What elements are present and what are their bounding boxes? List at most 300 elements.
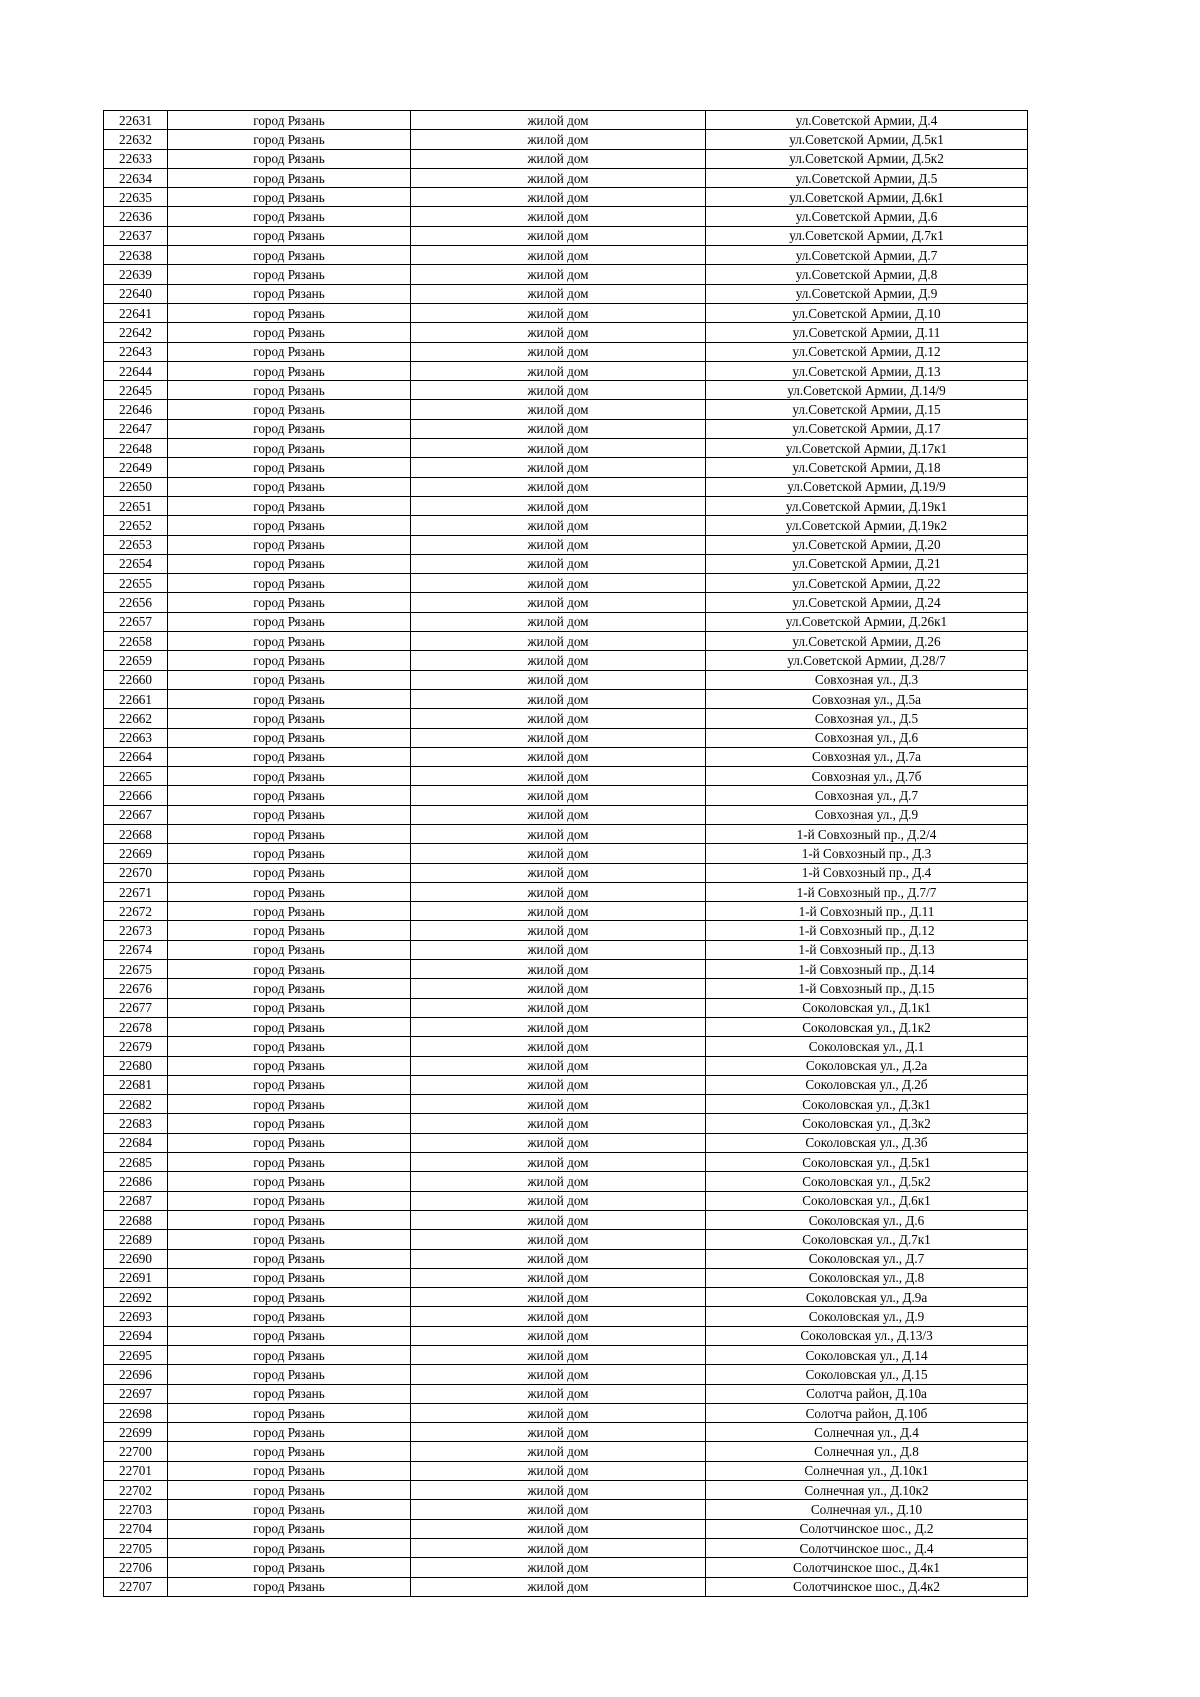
address-cell: ул.Советской Армии, Д.24: [706, 593, 1028, 612]
row-number-cell: 22673: [104, 921, 168, 940]
table-row: [104, 400, 1028, 419]
city-cell: город Рязань: [168, 1442, 411, 1461]
city-cell: город Рязань: [168, 786, 411, 805]
address-cell: Солотчинское шос., Д.4к1: [706, 1558, 1028, 1577]
city-cell: город Рязань: [168, 1346, 411, 1365]
city-cell: город Рязань: [168, 863, 411, 882]
table-row: [104, 1365, 1028, 1384]
row-number-cell: 22705: [104, 1538, 168, 1557]
building-type-cell: жилой дом: [411, 1558, 706, 1577]
city-cell: город Рязань: [168, 149, 411, 168]
building-type-cell: жилой дом: [411, 265, 706, 284]
address-cell: 1-й Совхозный пр., Д.3: [706, 844, 1028, 863]
table-row: [104, 612, 1028, 631]
city-cell: город Рязань: [168, 1481, 411, 1500]
building-type-cell: жилой дом: [411, 1365, 706, 1384]
row-number-cell: 22691: [104, 1268, 168, 1287]
table-row: [104, 419, 1028, 438]
housing-registry-table: [103, 110, 1028, 1597]
city-cell: город Рязань: [168, 1461, 411, 1480]
table-row: [104, 1403, 1028, 1422]
table-row: [104, 342, 1028, 361]
row-number-cell: 22655: [104, 574, 168, 593]
address-cell: ул.Советской Армии, Д.5: [706, 168, 1028, 187]
address-cell: Соколовская ул., Д.6: [706, 1210, 1028, 1229]
address-cell: ул.Советской Армии, Д.28/7: [706, 651, 1028, 670]
table-row: [104, 1326, 1028, 1345]
city-cell: город Рязань: [168, 361, 411, 380]
row-number-cell: 22688: [104, 1210, 168, 1229]
table-row: [104, 998, 1028, 1017]
table-row: [104, 709, 1028, 728]
table-row: [104, 1075, 1028, 1094]
building-type-cell: жилой дом: [411, 381, 706, 400]
table-row: [104, 1558, 1028, 1577]
row-number-cell: 22636: [104, 207, 168, 226]
city-cell: город Рязань: [168, 1210, 411, 1229]
row-number-cell: 22657: [104, 612, 168, 631]
table-row: [104, 1037, 1028, 1056]
city-cell: город Рязань: [168, 554, 411, 573]
row-number-cell: 22670: [104, 863, 168, 882]
address-cell: Соколовская ул., Д.7: [706, 1249, 1028, 1268]
building-type-cell: жилой дом: [411, 805, 706, 824]
building-type-cell: жилой дом: [411, 1519, 706, 1538]
city-cell: город Рязань: [168, 1037, 411, 1056]
table-row: [104, 149, 1028, 168]
building-type-cell: жилой дом: [411, 1056, 706, 1075]
building-type-cell: жилой дом: [411, 574, 706, 593]
city-cell: город Рязань: [168, 1500, 411, 1519]
city-cell: город Рязань: [168, 1288, 411, 1307]
table-row: [104, 1095, 1028, 1114]
city-cell: город Рязань: [168, 439, 411, 458]
address-cell: Соколовская ул., Д.3к1: [706, 1095, 1028, 1114]
table-row: [104, 188, 1028, 207]
address-cell: ул.Советской Армии, Д.18: [706, 458, 1028, 477]
row-number-cell: 22697: [104, 1384, 168, 1403]
table-row: [104, 902, 1028, 921]
city-cell: город Рязань: [168, 902, 411, 921]
address-cell: ул.Советской Армии, Д.12: [706, 342, 1028, 361]
row-number-cell: 22702: [104, 1481, 168, 1500]
building-type-cell: жилой дом: [411, 1307, 706, 1326]
city-cell: город Рязань: [168, 882, 411, 901]
row-number-cell: 22668: [104, 824, 168, 843]
row-number-cell: 22684: [104, 1133, 168, 1152]
table-row: [104, 960, 1028, 979]
row-number-cell: 22632: [104, 130, 168, 149]
address-cell: ул.Советской Армии, Д.5к1: [706, 130, 1028, 149]
building-type-cell: жилой дом: [411, 960, 706, 979]
table-row: [104, 168, 1028, 187]
city-cell: город Рязань: [168, 612, 411, 631]
building-type-cell: жилой дом: [411, 1461, 706, 1480]
address-cell: 1-й Совхозный пр., Д.13: [706, 940, 1028, 959]
city-cell: город Рязань: [168, 1384, 411, 1403]
table-row: [104, 632, 1028, 651]
address-cell: Солотча район, Д.10а: [706, 1384, 1028, 1403]
address-cell: ул.Советской Армии, Д.17: [706, 419, 1028, 438]
row-number-cell: 22643: [104, 342, 168, 361]
building-type-cell: жилой дом: [411, 1384, 706, 1403]
address-cell: Солнечная ул., Д.4: [706, 1423, 1028, 1442]
address-cell: 1-й Совхозный пр., Д.7/7: [706, 882, 1028, 901]
city-cell: город Рязань: [168, 265, 411, 284]
city-cell: город Рязань: [168, 1365, 411, 1384]
city-cell: город Рязань: [168, 940, 411, 959]
building-type-cell: жилой дом: [411, 1403, 706, 1422]
city-cell: город Рязань: [168, 303, 411, 322]
row-number-cell: 22699: [104, 1423, 168, 1442]
row-number-cell: 22644: [104, 361, 168, 380]
table-row: [104, 593, 1028, 612]
table-row: [104, 246, 1028, 265]
table-row: [104, 361, 1028, 380]
city-cell: город Рязань: [168, 1423, 411, 1442]
city-cell: город Рязань: [168, 207, 411, 226]
table-row: [104, 1191, 1028, 1210]
table-row: [104, 535, 1028, 554]
row-number-cell: 22648: [104, 439, 168, 458]
city-cell: город Рязань: [168, 381, 411, 400]
table-row: [104, 1230, 1028, 1249]
table-row: [104, 940, 1028, 959]
address-cell: ул.Советской Армии, Д.11: [706, 323, 1028, 342]
building-type-cell: жилой дом: [411, 1442, 706, 1461]
table-row: [104, 1056, 1028, 1075]
address-cell: Солотчинское шос., Д.4к2: [706, 1577, 1028, 1596]
row-number-cell: 22645: [104, 381, 168, 400]
building-type-cell: жилой дом: [411, 844, 706, 863]
building-type-cell: жилой дом: [411, 535, 706, 554]
city-cell: город Рязань: [168, 1577, 411, 1596]
building-type-cell: жилой дом: [411, 226, 706, 245]
table-row: [104, 1288, 1028, 1307]
address-cell: 1-й Совхозный пр., Д.12: [706, 921, 1028, 940]
city-cell: город Рязань: [168, 111, 411, 130]
city-cell: город Рязань: [168, 728, 411, 747]
table-row: [104, 1538, 1028, 1557]
table-row: [104, 1268, 1028, 1287]
row-number-cell: 22694: [104, 1326, 168, 1345]
city-cell: город Рязань: [168, 188, 411, 207]
building-type-cell: жилой дом: [411, 168, 706, 187]
address-cell: Солотча район, Д.10б: [706, 1403, 1028, 1422]
address-cell: Солнечная ул., Д.10к1: [706, 1461, 1028, 1480]
building-type-cell: жилой дом: [411, 651, 706, 670]
address-cell: ул.Советской Армии, Д.6: [706, 207, 1028, 226]
address-cell: Соколовская ул., Д.5к1: [706, 1153, 1028, 1172]
city-cell: город Рязань: [168, 246, 411, 265]
address-cell: Совхозная ул., Д.7: [706, 786, 1028, 805]
building-type-cell: жилой дом: [411, 1210, 706, 1229]
city-cell: город Рязань: [168, 824, 411, 843]
city-cell: город Рязань: [168, 747, 411, 766]
table-row: [104, 651, 1028, 670]
address-cell: Соколовская ул., Д.8: [706, 1268, 1028, 1287]
row-number-cell: 22646: [104, 400, 168, 419]
building-type-cell: жилой дом: [411, 342, 706, 361]
table-row: [104, 1577, 1028, 1596]
building-type-cell: жилой дом: [411, 400, 706, 419]
row-number-cell: 22667: [104, 805, 168, 824]
building-type-cell: жилой дом: [411, 207, 706, 226]
row-number-cell: 22675: [104, 960, 168, 979]
table-row: [104, 747, 1028, 766]
row-number-cell: 22706: [104, 1558, 168, 1577]
address-cell: ул.Советской Армии, Д.13: [706, 361, 1028, 380]
building-type-cell: жилой дом: [411, 786, 706, 805]
building-type-cell: жилой дом: [411, 458, 706, 477]
row-number-cell: 22638: [104, 246, 168, 265]
city-cell: город Рязань: [168, 670, 411, 689]
table-row: [104, 1307, 1028, 1326]
city-cell: город Рязань: [168, 1153, 411, 1172]
city-cell: город Рязань: [168, 1056, 411, 1075]
table-row: [104, 381, 1028, 400]
address-cell: ул.Советской Армии, Д.10: [706, 303, 1028, 322]
building-type-cell: жилой дом: [411, 1326, 706, 1345]
building-type-cell: жилой дом: [411, 921, 706, 940]
address-cell: Солнечная ул., Д.8: [706, 1442, 1028, 1461]
table-row: [104, 1500, 1028, 1519]
address-cell: ул.Советской Армии, Д.9: [706, 284, 1028, 303]
address-cell: ул.Советской Армии, Д.22: [706, 574, 1028, 593]
row-number-cell: 22686: [104, 1172, 168, 1191]
row-number-cell: 22672: [104, 902, 168, 921]
city-cell: город Рязань: [168, 960, 411, 979]
address-cell: 1-й Совхозный пр., Д.14: [706, 960, 1028, 979]
table-row: [104, 1249, 1028, 1268]
row-number-cell: 22635: [104, 188, 168, 207]
city-cell: город Рязань: [168, 477, 411, 496]
building-type-cell: жилой дом: [411, 1172, 706, 1191]
row-number-cell: 22663: [104, 728, 168, 747]
city-cell: город Рязань: [168, 419, 411, 438]
row-number-cell: 22693: [104, 1307, 168, 1326]
row-number-cell: 22683: [104, 1114, 168, 1133]
row-number-cell: 22682: [104, 1095, 168, 1114]
building-type-cell: жилой дом: [411, 1017, 706, 1036]
building-type-cell: жилой дом: [411, 979, 706, 998]
table-row: [104, 1442, 1028, 1461]
row-number-cell: 22652: [104, 516, 168, 535]
row-number-cell: 22676: [104, 979, 168, 998]
city-cell: город Рязань: [168, 998, 411, 1017]
address-cell: Совхозная ул., Д.6: [706, 728, 1028, 747]
building-type-cell: жилой дом: [411, 1075, 706, 1094]
table-row: [104, 1423, 1028, 1442]
row-number-cell: 22662: [104, 709, 168, 728]
table-row: [104, 805, 1028, 824]
building-type-cell: жилой дом: [411, 303, 706, 322]
table-row: [104, 786, 1028, 805]
address-cell: ул.Советской Армии, Д.7: [706, 246, 1028, 265]
address-cell: ул.Советской Армии, Д.8: [706, 265, 1028, 284]
address-cell: Солотчинское шос., Д.2: [706, 1519, 1028, 1538]
building-type-cell: жилой дом: [411, 882, 706, 901]
city-cell: город Рязань: [168, 516, 411, 535]
address-cell: Соколовская ул., Д.2а: [706, 1056, 1028, 1075]
table-row: [104, 458, 1028, 477]
city-cell: город Рязань: [168, 1172, 411, 1191]
row-number-cell: 22665: [104, 767, 168, 786]
building-type-cell: жилой дом: [411, 246, 706, 265]
address-cell: Соколовская ул., Д.15: [706, 1365, 1028, 1384]
city-cell: город Рязань: [168, 1075, 411, 1094]
row-number-cell: 22678: [104, 1017, 168, 1036]
building-type-cell: жилой дом: [411, 496, 706, 515]
building-type-cell: жилой дом: [411, 728, 706, 747]
row-number-cell: 22689: [104, 1230, 168, 1249]
building-type-cell: жилой дом: [411, 767, 706, 786]
city-cell: город Рязань: [168, 1326, 411, 1345]
address-cell: Совхозная ул., Д.9: [706, 805, 1028, 824]
row-number-cell: 22642: [104, 323, 168, 342]
table-row: [104, 130, 1028, 149]
address-cell: ул.Советской Армии, Д.5к2: [706, 149, 1028, 168]
building-type-cell: жилой дом: [411, 1577, 706, 1596]
building-type-cell: жилой дом: [411, 284, 706, 303]
building-type-cell: жилой дом: [411, 111, 706, 130]
row-number-cell: 22654: [104, 554, 168, 573]
building-type-cell: жилой дом: [411, 516, 706, 535]
table-row: [104, 921, 1028, 940]
address-cell: Соколовская ул., Д.13/3: [706, 1326, 1028, 1345]
building-type-cell: жилой дом: [411, 1500, 706, 1519]
row-number-cell: 22653: [104, 535, 168, 554]
row-number-cell: 22661: [104, 689, 168, 708]
building-type-cell: жилой дом: [411, 361, 706, 380]
registry-table-body: [104, 111, 1028, 1597]
table-row: [104, 1461, 1028, 1480]
city-cell: город Рязань: [168, 284, 411, 303]
table-row: [104, 1133, 1028, 1152]
row-number-cell: 22707: [104, 1577, 168, 1596]
address-cell: ул.Советской Армии, Д.17к1: [706, 439, 1028, 458]
table-row: [104, 863, 1028, 882]
address-cell: Соколовская ул., Д.2б: [706, 1075, 1028, 1094]
table-row: [104, 979, 1028, 998]
table-row: [104, 284, 1028, 303]
city-cell: город Рязань: [168, 400, 411, 419]
address-cell: 1-й Совхозный пр., Д.4: [706, 863, 1028, 882]
row-number-cell: 22669: [104, 844, 168, 863]
address-cell: Совхозная ул., Д.7а: [706, 747, 1028, 766]
row-number-cell: 22639: [104, 265, 168, 284]
table-row: [104, 1114, 1028, 1133]
table-row: [104, 824, 1028, 843]
address-cell: Соколовская ул., Д.3к2: [706, 1114, 1028, 1133]
city-cell: город Рязань: [168, 1114, 411, 1133]
row-number-cell: 22695: [104, 1346, 168, 1365]
building-type-cell: жилой дом: [411, 612, 706, 631]
table-row: [104, 477, 1028, 496]
building-type-cell: жилой дом: [411, 902, 706, 921]
building-type-cell: жилой дом: [411, 1481, 706, 1500]
city-cell: город Рязань: [168, 130, 411, 149]
address-cell: Соколовская ул., Д.1к2: [706, 1017, 1028, 1036]
row-number-cell: 22701: [104, 1461, 168, 1480]
row-number-cell: 22666: [104, 786, 168, 805]
row-number-cell: 22674: [104, 940, 168, 959]
building-type-cell: жилой дом: [411, 824, 706, 843]
city-cell: город Рязань: [168, 1519, 411, 1538]
row-number-cell: 22680: [104, 1056, 168, 1075]
table-row: [104, 1346, 1028, 1365]
table-row: [104, 1384, 1028, 1403]
city-cell: город Рязань: [168, 323, 411, 342]
row-number-cell: 22677: [104, 998, 168, 1017]
address-cell: ул.Советской Армии, Д.6к1: [706, 188, 1028, 207]
building-type-cell: жилой дом: [411, 554, 706, 573]
table-row: [104, 439, 1028, 458]
building-type-cell: жилой дом: [411, 1538, 706, 1557]
city-cell: город Рязань: [168, 342, 411, 361]
building-type-cell: жилой дом: [411, 1153, 706, 1172]
row-number-cell: 22659: [104, 651, 168, 670]
address-cell: ул.Советской Армии, Д.26: [706, 632, 1028, 651]
address-cell: ул.Советской Армии, Д.21: [706, 554, 1028, 573]
city-cell: город Рязань: [168, 844, 411, 863]
building-type-cell: жилой дом: [411, 419, 706, 438]
table-row: [104, 516, 1028, 535]
city-cell: город Рязань: [168, 1017, 411, 1036]
address-cell: Солотчинское шос., Д.4: [706, 1538, 1028, 1557]
city-cell: город Рязань: [168, 1191, 411, 1210]
table-row: [104, 303, 1028, 322]
table-row: [104, 323, 1028, 342]
building-type-cell: жилой дом: [411, 632, 706, 651]
city-cell: город Рязань: [168, 593, 411, 612]
row-number-cell: 22696: [104, 1365, 168, 1384]
row-number-cell: 22647: [104, 419, 168, 438]
row-number-cell: 22641: [104, 303, 168, 322]
address-cell: Соколовская ул., Д.7к1: [706, 1230, 1028, 1249]
row-number-cell: 22637: [104, 226, 168, 245]
building-type-cell: жилой дом: [411, 1037, 706, 1056]
address-cell: Соколовская ул., Д.1: [706, 1037, 1028, 1056]
building-type-cell: жилой дом: [411, 593, 706, 612]
building-type-cell: жилой дом: [411, 1346, 706, 1365]
table-row: [104, 226, 1028, 245]
table-row: [104, 265, 1028, 284]
building-type-cell: жилой дом: [411, 1095, 706, 1114]
address-cell: ул.Советской Армии, Д.15: [706, 400, 1028, 419]
address-cell: Солнечная ул., Д.10: [706, 1500, 1028, 1519]
city-cell: город Рязань: [168, 226, 411, 245]
row-number-cell: 22651: [104, 496, 168, 515]
address-cell: ул.Советской Армии, Д.7к1: [706, 226, 1028, 245]
building-type-cell: жилой дом: [411, 188, 706, 207]
address-cell: Совхозная ул., Д.7б: [706, 767, 1028, 786]
building-type-cell: жилой дом: [411, 130, 706, 149]
city-cell: город Рязань: [168, 651, 411, 670]
building-type-cell: жилой дом: [411, 1114, 706, 1133]
row-number-cell: 22692: [104, 1288, 168, 1307]
city-cell: город Рязань: [168, 805, 411, 824]
table-row: [104, 882, 1028, 901]
building-type-cell: жилой дом: [411, 439, 706, 458]
building-type-cell: жилой дом: [411, 1288, 706, 1307]
address-cell: 1-й Совхозный пр., Д.15: [706, 979, 1028, 998]
city-cell: город Рязань: [168, 1095, 411, 1114]
table-row: [104, 207, 1028, 226]
building-type-cell: жилой дом: [411, 863, 706, 882]
city-cell: город Рязань: [168, 168, 411, 187]
address-cell: ул.Советской Армии, Д.19/9: [706, 477, 1028, 496]
